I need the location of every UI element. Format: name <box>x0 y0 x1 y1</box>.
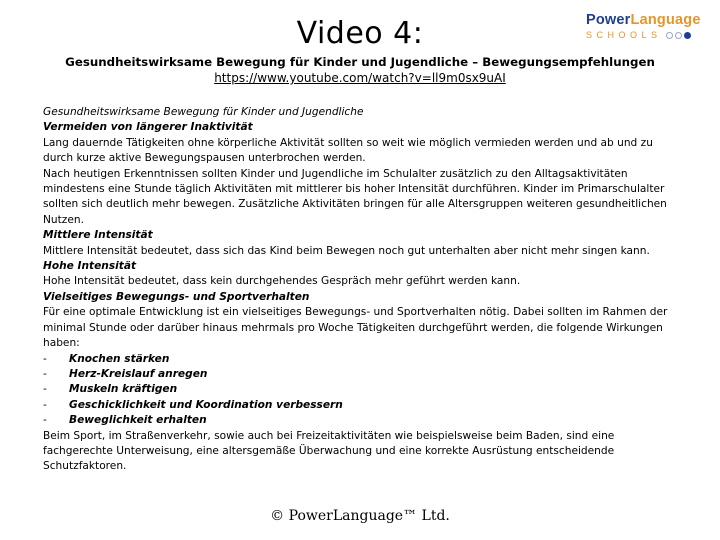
paragraph: Nach heutigen Erkenntnissen sollten Kinder und Jugendliche im Schulalter zusätzlich zu den Alltagsaktivitäten mindestens eine Stunde täglich Aktivitäten mit mittlerer bis hoher Intensität durchführen. Kinder im Primarschulalter sollten sich deutlich mehr bewegen. Zusätzliche Aktivitäten bringen für alle Altersgruppen weiteren gesundheitlichen Nutzen. <box>43 167 667 226</box>
paragraph: Für eine optimale Entwicklung ist ein vielseitiges Bewegungs- und Sportverhalten nötig. Dabei sollten im Rahmen der minimal Stunde oder darüber hinaus mehrmals pro Woche Tätigkeiten durchgeführt werden, die folgende Wirkungen haben: <box>43 306 668 350</box>
copyright-footer: © PowerLanguage™ Ltd. <box>270 508 450 524</box>
logo-dots-icon <box>666 32 691 39</box>
slide-title: Video 4: <box>296 16 424 51</box>
list-dash: - <box>43 367 47 380</box>
paragraph: Lang dauernde Tätigkeiten ohne körperliche Aktivität sollten so weit wie möglich vermieden werden und ab und zu durch kurze aktive Bewegungspausen unterbrochen werden. <box>43 136 653 165</box>
logo-tagline: SCHOOLS <box>586 30 662 40</box>
slide-subtitle: Gesundheitswirksame Bewegung für Kinder und Jugendliche – Bewegungsempfehlungen <box>65 55 655 69</box>
list-dash: - <box>43 398 47 411</box>
section-heading: Vielseitiges Bewegungs- und Sportverhalten <box>43 290 310 303</box>
list-dash: - <box>43 352 47 365</box>
video-link[interactable]: https://www.youtube.com/watch?v=ll9m0sx9uAI <box>214 71 506 85</box>
logo-language: Language <box>630 12 701 28</box>
logo-dot <box>666 32 673 39</box>
logo-dot <box>684 32 691 39</box>
content-heading: Gesundheitswirksame Bewegung für Kinder und Jugendliche <box>43 106 364 118</box>
paragraph: Hohe Intensität bedeutet, dass kein durchgehendes Gespräch mehr geführt werden kann. <box>43 275 521 288</box>
list-dash: - <box>43 383 47 396</box>
list-item-text: Beweglichkeit erhalten <box>69 414 207 427</box>
list-dash: - <box>43 414 47 427</box>
list-item-text: Muskeln kräftigen <box>69 383 178 396</box>
logo-tagline-row <box>586 29 712 41</box>
list-item-text: Geschicklichkeit und Koordination verbessern <box>69 398 343 411</box>
powerlanguage-logo <box>586 12 712 42</box>
list-item <box>43 398 683 413</box>
list-item-text: Knochen stärken <box>69 352 170 365</box>
section-heading: Hohe Intensität <box>43 260 137 273</box>
logo-power: Power <box>586 12 631 28</box>
list-item <box>43 413 683 428</box>
logo-wordmark <box>586 12 712 28</box>
closing-paragraph: Beim Sport, im Straßenverkehr, sowie auch bei Freizeitaktivitäten wie beispielsweise beim Baden, sind eine fachgerechte Unterweisung, eine altersgemäße Überwachung und eine korrekte Ausrüstung entscheidende Schutzfaktoren. <box>43 429 615 473</box>
slide-content <box>43 105 683 475</box>
list-item-text: Herz-Kreislauf anregen <box>69 367 208 380</box>
list-item <box>43 367 683 382</box>
section-heading: Mittlere Intensität <box>43 229 153 242</box>
section-heading: Vermeiden von längerer Inaktivität <box>43 121 253 134</box>
list-item <box>43 352 683 367</box>
list-item <box>43 382 683 397</box>
logo-dot <box>675 32 682 39</box>
paragraph: Mittlere Intensität bedeutet, dass sich das Kind beim Bewegen noch gut unterhalten aber nicht mehr singen kann. <box>43 244 650 257</box>
